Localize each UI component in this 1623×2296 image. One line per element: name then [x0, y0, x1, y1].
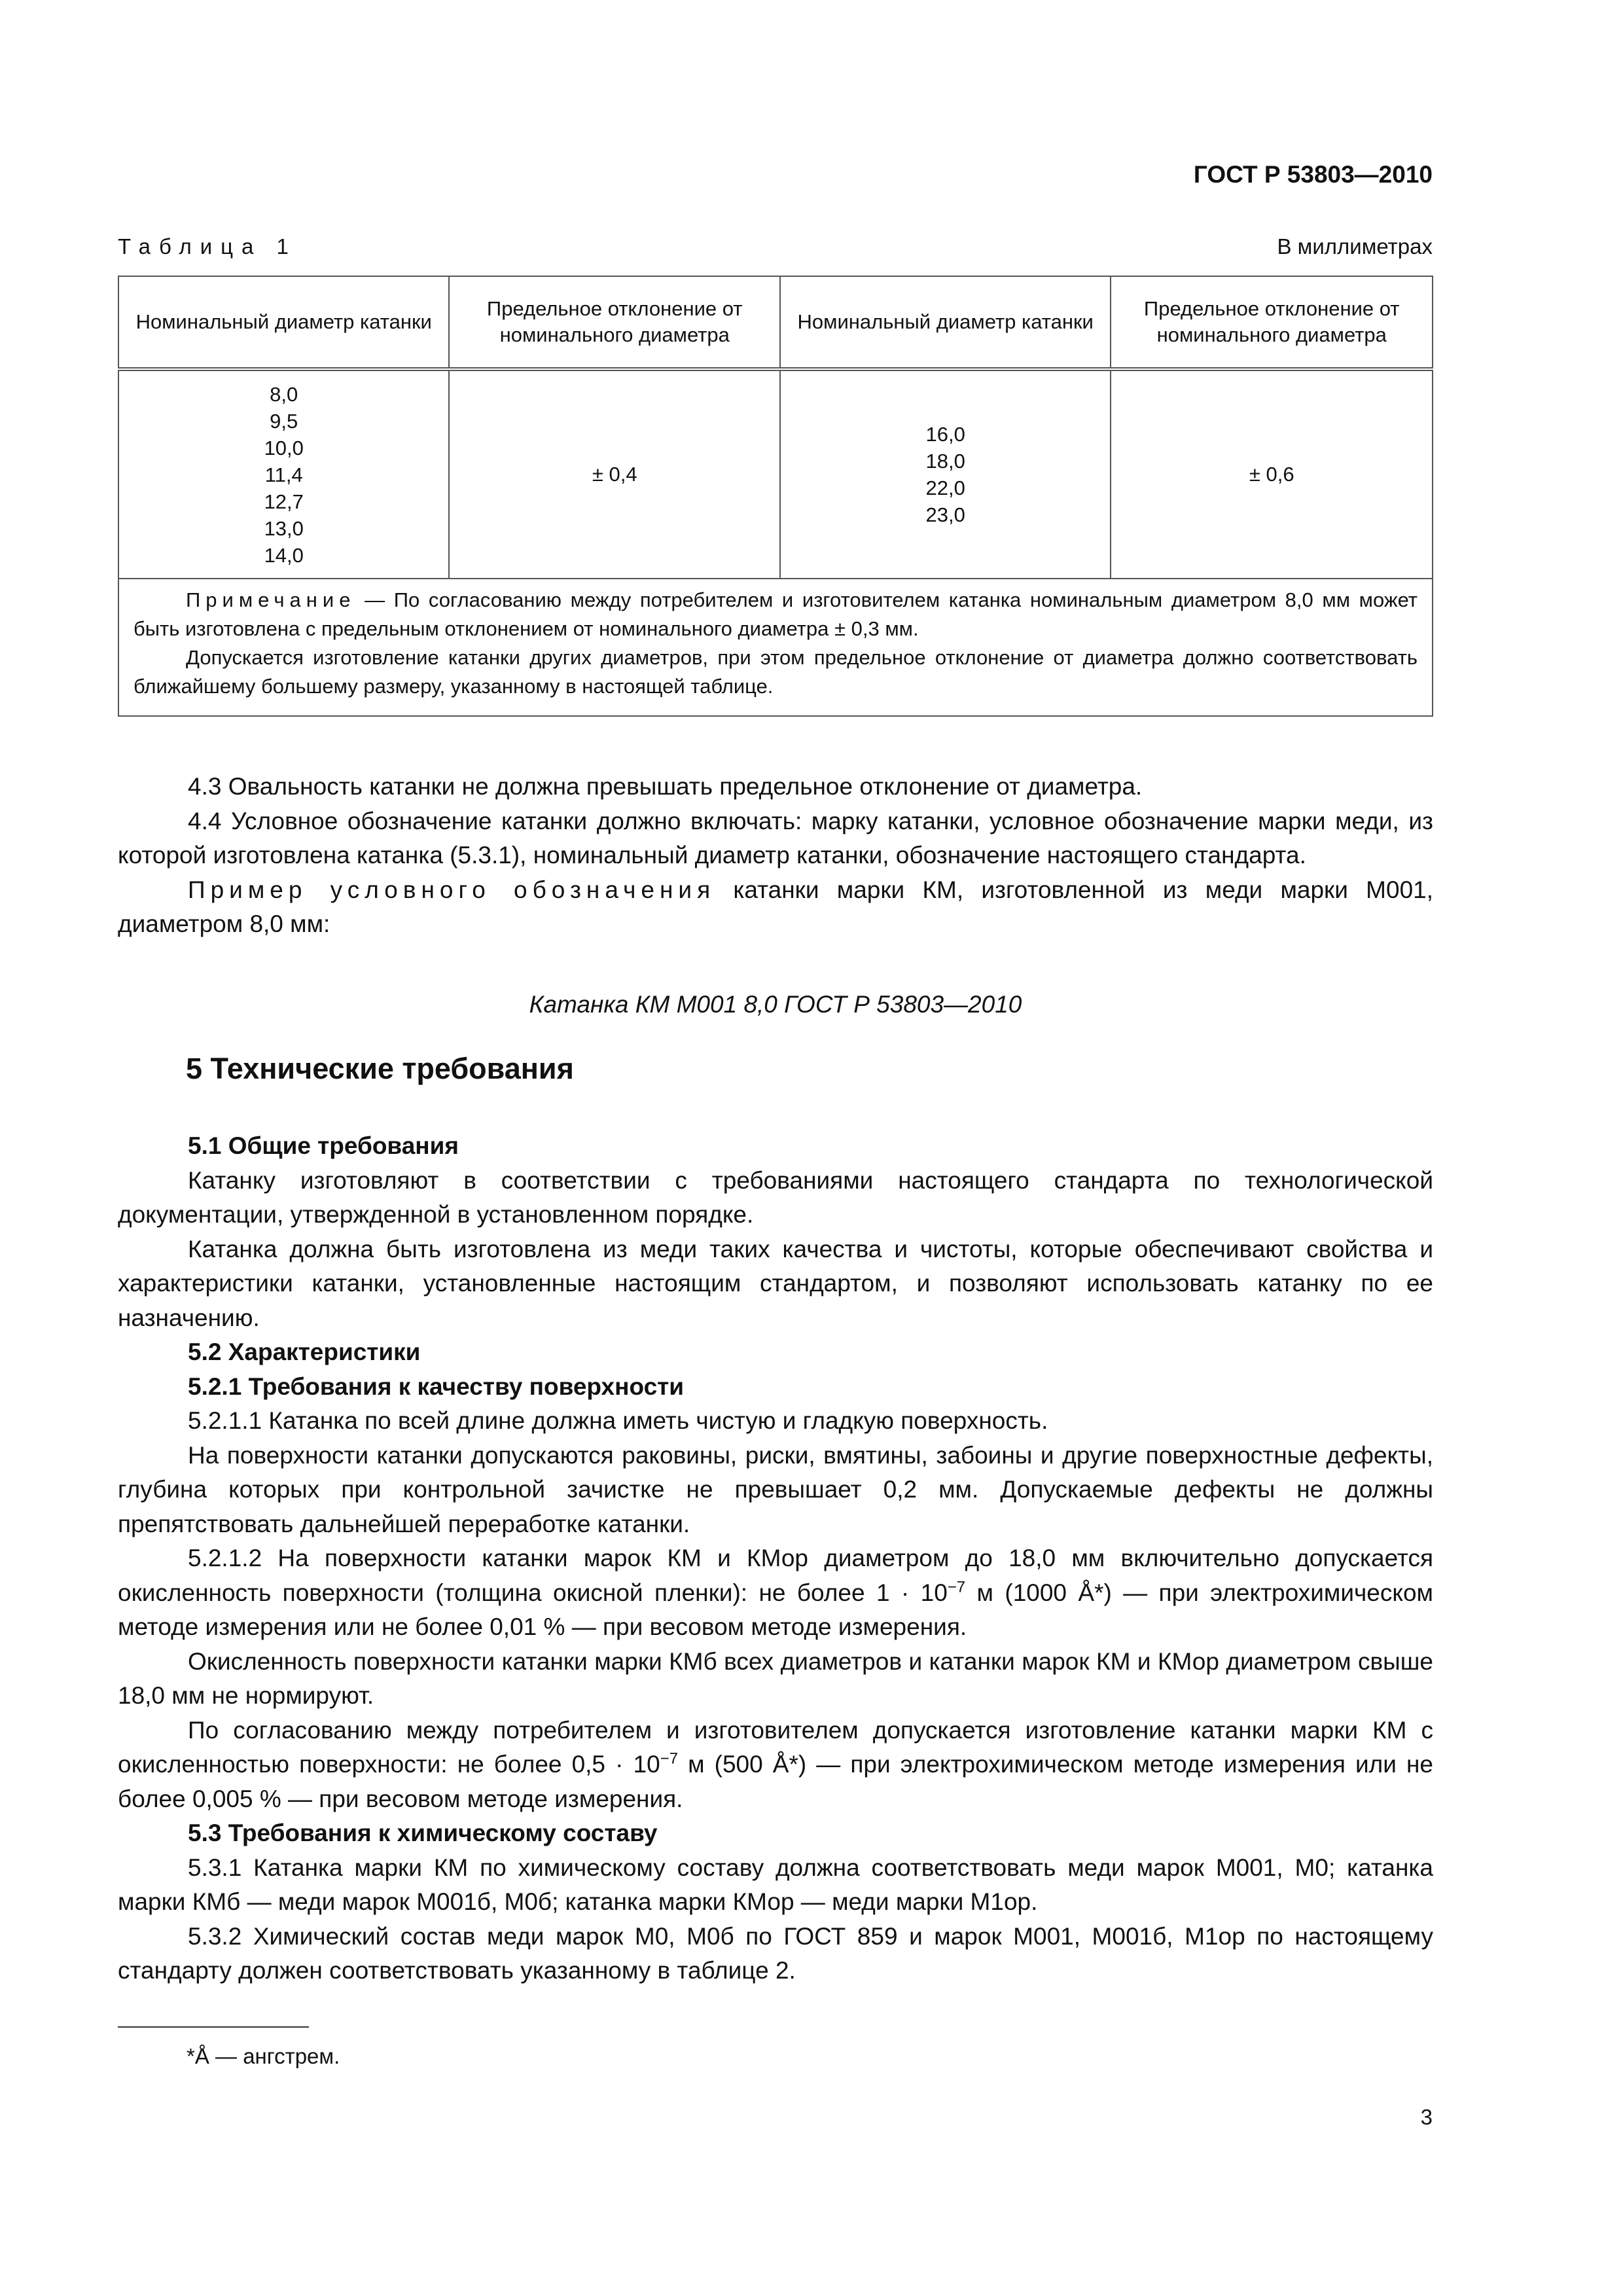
footnote: *Å — ангстрем. — [187, 2044, 340, 2068]
text-fragment: 5.2.1.2 На поверхности катанки марок КМ и КМор диаметром до 18,0 мм включительно допускается окисленность поверхности (толщина окисной пленки): не более 1 · 10 — [118, 1545, 1433, 1606]
table-units: В миллиметрах — [1277, 234, 1433, 259]
tolerance-group-2: ± 0,6 — [1111, 369, 1433, 579]
table-header-row — [118, 276, 1433, 369]
section-5-body — [118, 1129, 1433, 1988]
standard-number: ГОСТ Р 53803—2010 — [1193, 161, 1433, 188]
text-fragment: По согласованию между потребителем и изготовителем допускается изготовление катанки марки КМ с окисленностью поверхности: не более 0,5 · 10 — [118, 1716, 1433, 1778]
diameter-value: 22,0 — [925, 476, 965, 499]
table-caption: Таблица 1 — [118, 234, 297, 259]
text-fragment: м (1000 Å*) — при электрохимическом методе измерения или не более 0,01 % — при весовом методе измерения. — [118, 1579, 1433, 1640]
footnote-rule — [118, 2026, 309, 2028]
table-note-row — [118, 579, 1433, 716]
diameter-value: 11,4 — [264, 463, 303, 486]
subsection-5-1-title: 5.1 Общие требования — [188, 1132, 459, 1159]
text-fragment: м (500 Å*) — при электрохимическом методе измерения или не более 0,005 % — при весовом методе измерения. — [118, 1751, 1433, 1812]
diameter-value: 16,0 — [925, 423, 965, 446]
diameter-value: 18,0 — [925, 450, 965, 473]
tolerance-group-1: ± 0,4 — [449, 369, 779, 579]
col-header-diameter-2: Номинальный диаметр катанки — [780, 276, 1111, 369]
table-1 — [118, 276, 1433, 717]
col-header-diameter-1: Номинальный диаметр катанки — [118, 276, 449, 369]
note-label: Примечание — [186, 588, 356, 611]
example-label: Пример условного обозначения — [188, 876, 716, 903]
paragraph: На поверхности катанки допускаются раковины, риски, вмятины, забоины и другие поверхностные дефекты, глубина которых при контрольной зачистке не превышает 0,2 мм. Допускаемые дефекты не должны препятствовать дальнейшей переработке катанки. — [118, 1441, 1433, 1537]
clause-4-3: 4.3 Овальность катанки не должна превышать предельное отклонение от диаметра. — [188, 773, 1143, 800]
paragraph: Катанка должна быть изготовлена из меди таких качества и чистоты, которые обеспечивают свойства и характеристики катанки, установленные настоящим стандартом, и позволяют использовать катанку по ее назначению. — [118, 1235, 1433, 1331]
diameter-value: 9,5 — [270, 409, 298, 433]
diameter-value: 8,0 — [270, 382, 298, 406]
diameter-value: 13,0 — [264, 516, 304, 540]
example-designation: Катанка КМ М001 8,0 ГОСТ Р 53803—2010 — [529, 991, 1022, 1018]
diameter-value: 14,0 — [264, 543, 304, 567]
note-text-2: Допускается изготовление катанки других диаметров, при этом предельное отклонение от диаметра должно соответствовать ближайшему большему размеру, указанному в настоящей таблице. — [134, 646, 1418, 698]
paragraph: Катанку изготовляют в соответствии с требованиями настоящего стандарта по технологической документации, утвержденной в установленном порядке. — [118, 1166, 1433, 1228]
diameter-value: 12,7 — [264, 490, 304, 513]
col-header-tolerance-2: Предельное отклонение от номинального диаметра — [1111, 276, 1433, 369]
exponent: −7 — [947, 1578, 966, 1596]
paragraph: Окисленность поверхности катанки марки КМб всех диаметров и катанки марок КМ и КМор диаметром свыше 18,0 мм не нормируют. — [118, 1647, 1433, 1709]
diameters-group-1 — [118, 369, 449, 579]
subsection-5-2-title: 5.2 Характеристики — [188, 1338, 421, 1365]
clause-5-3-1: 5.3.1 Катанка марки КМ по химическому составу должна соответствовать меди марок М001, М0; катанка марки КМб — меди марок М001б, М0б; катанка марки КМор — меди марки М1ор. — [118, 1854, 1433, 1915]
paragraph — [118, 1713, 1433, 1817]
page-number: 3 — [1420, 2105, 1433, 2129]
section-5-title: 5 Технические требования — [186, 1052, 574, 1085]
example-paragraph — [118, 873, 1433, 942]
table-note — [118, 579, 1433, 716]
clauses-4 — [118, 770, 1433, 942]
example-text: катанки марки КМ, изготовленной из меди марки М001, диаметром 8,0 мм: — [118, 876, 1433, 937]
note-text-1: — По согласованию между потребителем и изготовителем катанка номинальным диаметром 8,0 мм может быть изготовлена с предельным отклонением от номинального диаметра ± 0,3 мм. — [134, 588, 1418, 640]
subsection-5-2-1-title: 5.2.1 Требования к качеству поверхности — [188, 1372, 685, 1400]
clause-5-2-1-2 — [118, 1541, 1433, 1645]
clause-5-3-2: 5.3.2 Химический состав меди марок М0, М0б по ГОСТ 859 и марок М001, М001б, М1ор по настоящему стандарту должен соответствовать указанному в таблице 2. — [118, 1922, 1433, 1984]
diameters-group-2 — [780, 369, 1111, 579]
diameter-value: 23,0 — [925, 503, 965, 526]
exponent: −7 — [660, 1749, 679, 1768]
subsection-5-3-title: 5.3 Требования к химическому составу — [188, 1820, 658, 1846]
col-header-tolerance-1: Предельное отклонение от номинального диаметра — [449, 276, 779, 369]
diameter-value: 10,0 — [264, 436, 304, 459]
clause-5-2-1-1: 5.2.1.1 Катанка по всей длине должна иметь чистую и гладкую поверхность. — [188, 1407, 1048, 1434]
table-row — [118, 369, 1433, 579]
clause-4-4: 4.4 Условное обозначение катанки должно включать: марку катанки, условное обозначение марки меди, из которой изготовлена катанка (5.3.1), номинальный диаметр катанки, обозначение настоящего стандарта. — [118, 807, 1433, 869]
